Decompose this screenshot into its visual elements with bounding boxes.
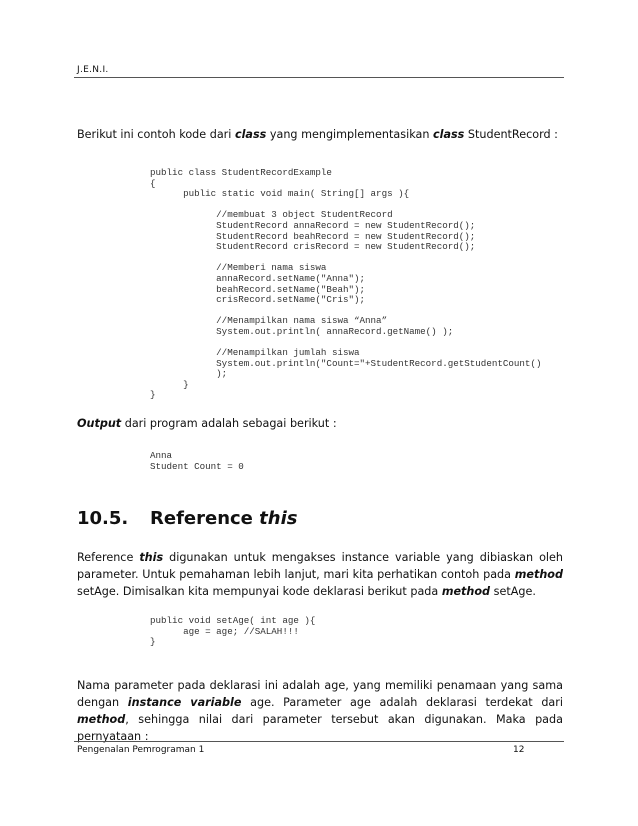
code-line: ); [150,368,228,380]
section-title-text: Reference [150,508,260,529]
code-line: StudentRecord beahRecord = new StudentRecord(); [150,230,476,242]
output-keyword: Output [77,417,122,430]
code-line: } [150,389,156,401]
paragraph-text: age. Parameter age adalah deklarasi terdekat dari [241,696,563,709]
code-line: annaRecord.setName("Anna"); [150,272,366,284]
code-line: Student Count = 0 [150,460,244,472]
code-line: { [150,177,156,189]
output-paragraph [77,415,563,432]
keyword-method: method [514,568,563,581]
intro-keyword-class: class [234,128,267,141]
code-line: StudentRecord crisRecord = new StudentRecord(); [150,241,476,253]
code-line: public static void main( String[] args ){ [150,188,410,200]
code-line: } [150,378,189,390]
paragraph-text: setAge. Dimisalkan kita mempunyai kode deklarasi berikut pada [77,585,442,598]
running-header: J.E.N.I. [77,65,109,75]
footer-rule [74,741,564,742]
code-block-output [150,451,244,472]
code-block-setage [150,616,315,648]
code-line: //Menampilkan jumlah siswa [150,347,360,359]
code-block-student-record-example [150,168,541,401]
paragraph-text: Reference [77,551,140,564]
code-line: beahRecord.setName("Beah"); [150,283,366,295]
footer-title: Pengenalan Pemrograman 1 [77,745,205,755]
keyword-method: method [77,713,126,726]
code-line: System.out.println("Count="+StudentRecord.getStudentCount() [150,357,542,369]
intro-paragraph [77,126,563,143]
keyword-method: method [441,585,491,598]
intro-text: StudentRecord : [464,128,558,141]
intro-keyword-class: class [432,128,465,141]
intro-text: Berikut ini contoh kode dari [77,128,235,141]
code-line: public class StudentRecordExample [150,167,332,178]
code-line: Anna [150,450,173,461]
code-line: //Menampilkan nama siswa “Anna” [150,315,388,327]
intro-text: yang mengimplementasikan [266,128,433,141]
code-line: StudentRecord annaRecord = new StudentRecord(); [150,219,476,231]
section-title [150,508,297,529]
code-line: age = age; //SALAH!!! [150,625,299,637]
code-line: public void setAge( int age ){ [150,615,316,626]
paragraph-text: , sehingga nilai dari parameter tersebut akan digunakan. Maka pada pernyataan : [77,713,563,743]
page-number: 12 [513,745,525,755]
code-line: //Memberi nama siswa [150,262,327,274]
code-line: } [150,636,156,648]
code-line: System.out.println( annaRecord.getName() ); [150,325,454,337]
code-line: //membuat 3 object StudentRecord [150,209,393,221]
paragraph-text: digunakan untuk mengakses instance variable yang dibiaskan oleh parameter. Untuk pemahaman lebih lanjut, mari kita perhatikan contoh pada [77,551,563,581]
reference-this-paragraph [77,549,563,600]
header-rule [74,77,564,78]
parameter-name-paragraph [77,677,563,745]
keyword-this: this [139,551,164,564]
paragraph-text: setAge. [490,585,536,598]
section-title-italic: this [259,508,298,529]
section-number: 10.5. [77,508,129,529]
output-text: dari program adalah sebagai berikut : [121,417,337,430]
keyword-instance-variable: instance variable [127,696,242,709]
code-line: crisRecord.setName("Cris"); [150,294,366,306]
paragraph-text: Nama parameter pada deklarasi ini adalah age, yang memiliki penamaan yang sama dengan [77,679,563,709]
